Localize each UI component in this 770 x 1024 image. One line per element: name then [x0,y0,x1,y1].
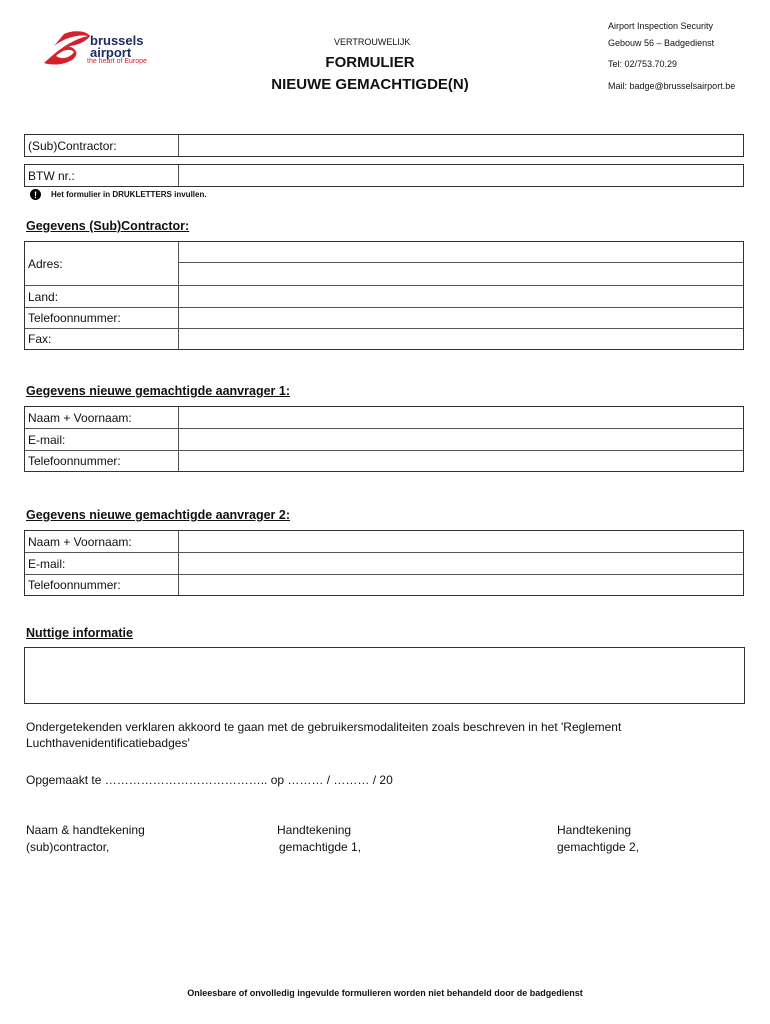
section-title-contractor: Gegevens (Sub)Contractor: [26,219,190,233]
brussels-airport-logo [42,30,162,66]
contractor-field[interactable] [179,135,743,156]
contact-building: Gebouw 56 – Badgedienst [608,38,715,48]
address-row [25,242,743,285]
applicant1-phone-label: Telefoonnummer: [25,451,179,471]
signature-applicant2 [557,822,639,856]
declaration-text: Ondergetekenden verklaren akkoord te gaan met de gebruikersmodaliteiten zoals beschreven in het 'Reglement Luchthavenidentificatiebadges' [26,720,622,750]
applicant2-phone-label: Telefoonnummer: [25,575,179,595]
footer-note: Onleesbare of onvolledig ingevulde formulieren worden niet behandeld door de badgedienst [187,988,583,998]
applicant2-phone-field[interactable] [179,575,743,595]
applicant2-name-row [25,531,743,552]
signature-contractor-line2: (sub)contractor, [26,840,110,854]
form-subtitle: NIEUWE GEMACHTIGDE(N) [271,76,469,93]
contact-dept: Airport Inspection Security [608,21,714,31]
vat-table [24,164,744,187]
applicant2-name-field[interactable] [179,531,743,552]
applicant2-email-field[interactable] [179,553,743,574]
signature-applicant2-line2: gemachtigde 2, [557,840,640,854]
contact-mail: Mail: badge@brusselsairport.be [608,81,736,91]
applicant1-email-row [25,428,743,450]
logo-text-brussels: brussels [90,33,144,48]
info-field[interactable] [24,647,745,704]
applicant1-name-label: Naam + Voornaam: [25,407,179,428]
signature-contractor [26,822,145,856]
hint-note [30,189,207,200]
hint-text: Het formulier in DRUKLETTERS invullen. [51,190,207,199]
contractor-phone-label: Telefoonnummer: [25,308,179,328]
contractor-phone-row [25,307,743,328]
applicant2-table [24,530,744,596]
country-row [25,285,743,307]
signature-applicant2-line1: Handtekening [557,823,632,837]
fax-label: Fax: [25,329,179,349]
address-field-line1[interactable] [179,242,743,263]
logo-text-airport: airport [90,45,132,60]
applicant2-phone-row [25,574,743,595]
fax-row [25,328,743,349]
country-field[interactable] [179,286,743,307]
section-title-applicant1: Gegevens nieuwe gemachtigde aanvrager 1: [26,384,290,398]
vat-label: BTW nr.: [25,165,179,186]
confidential-label: VERTROUWELIJK [334,37,411,47]
contact-tel: Tel: 02/753.70.29 [608,59,678,69]
contractor-row [25,135,743,156]
signature-applicant1-line1: Handtekening [277,823,352,837]
contractor-label: (Sub)Contractor: [25,135,179,156]
section-title-info: Nuttige informatie [26,626,133,640]
applicant1-table [24,406,744,472]
contractor-phone-field[interactable] [179,308,743,328]
signature-applicant1-line2: gemachtigde 1, [279,840,362,854]
vat-row [25,165,743,186]
signature-applicant1 [277,822,361,856]
address-field-line2[interactable] [179,263,743,285]
applicant1-phone-row [25,450,743,471]
country-label: Land: [25,286,179,307]
applicant1-name-field[interactable] [179,407,743,428]
contractor-table [24,134,744,157]
logo-swoosh-icon [42,30,92,66]
vat-field[interactable] [179,165,743,186]
applicant1-email-label: E-mail: [25,429,179,450]
address-label: Adres: [25,242,179,285]
applicant2-name-label: Naam + Voornaam: [25,531,179,552]
fax-field[interactable] [179,329,743,349]
made-at-line: Opgemaakt te ………………………………….. op ……… / ……… / 20 [26,773,393,787]
section-title-applicant2: Gegevens nieuwe gemachtigde aanvrager 2: [26,508,290,522]
contractor-details-table [24,241,744,350]
signature-contractor-line1: Naam & handtekening [26,823,145,837]
exclamation-icon: ! [30,189,41,200]
logo-tagline: the heart of Europe [87,58,147,65]
applicant2-email-row [25,552,743,574]
form-title: FORMULIER [325,54,415,71]
applicant2-email-label: E-mail: [25,553,179,574]
applicant1-email-field[interactable] [179,429,743,450]
applicant1-name-row [25,407,743,428]
applicant1-phone-field[interactable] [179,451,743,471]
